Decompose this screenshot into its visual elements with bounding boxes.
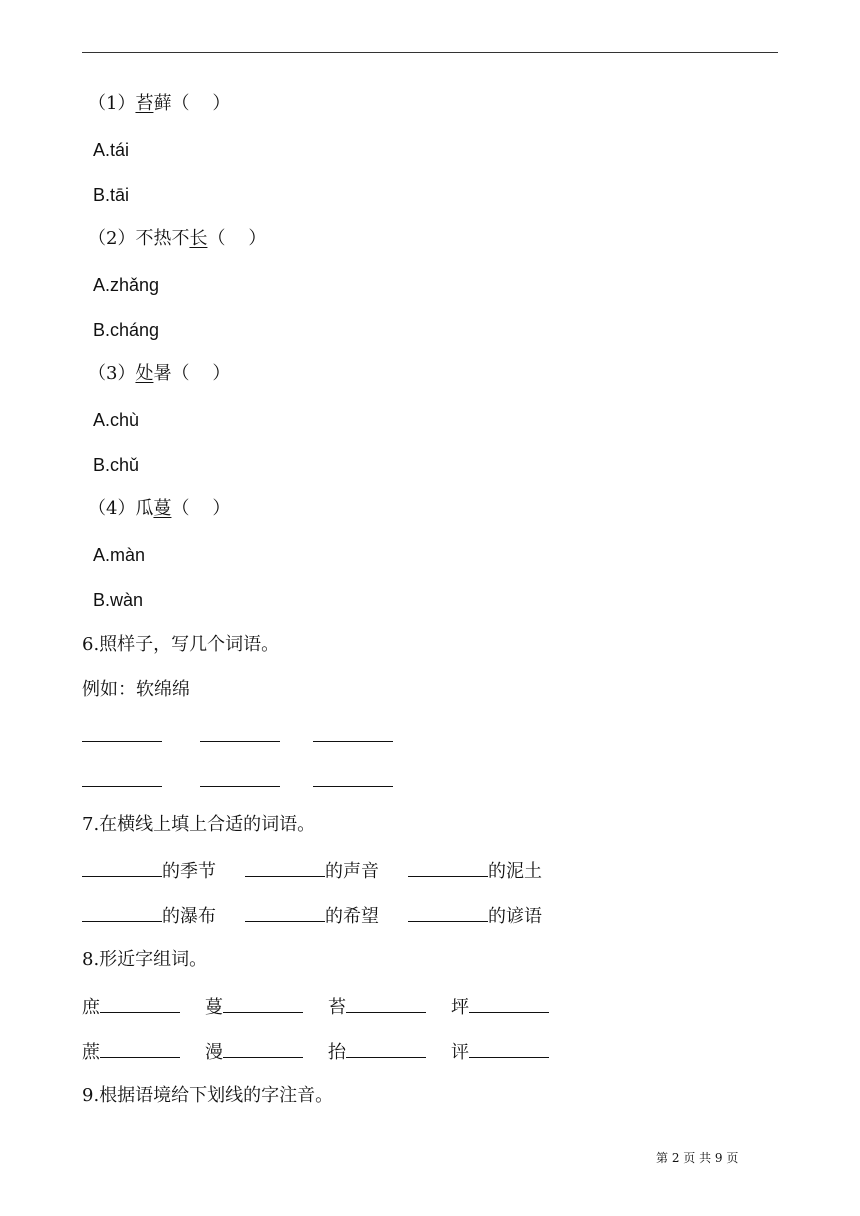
q5-item-1-option-a: A.tái (93, 140, 130, 160)
q8-title: 8.形近字组词。 (82, 949, 208, 970)
answer-blank[interactable] (100, 994, 180, 1013)
q8-row-2: 蔗 漫 抬 评 (82, 1039, 549, 1065)
q6-title: 6.照样子，写几个词语。 (82, 634, 280, 655)
q7-title: 7.在横线上填上合适的词语。 (82, 814, 316, 835)
q5-item-1-option-b: B.tāi (93, 185, 130, 205)
answer-blank[interactable] (245, 858, 325, 877)
answer-blank[interactable] (223, 1039, 303, 1058)
answer-blank[interactable] (245, 903, 325, 922)
q5-item-2: （2）不热不长（ ） (88, 228, 267, 249)
q5-item-1: （1）苔藓（ ） (88, 93, 231, 114)
answer-blank[interactable] (408, 903, 488, 922)
q5-item-2-option-a: A.zhǎng (93, 275, 160, 295)
answer-blank[interactable] (200, 723, 280, 742)
answer-blank[interactable] (82, 723, 162, 742)
answer-blank[interactable] (346, 994, 426, 1013)
q5-item-3-option-a: A.chù (93, 410, 140, 430)
q5-item-3: （3）处暑（ ） (88, 363, 231, 384)
answer-blank[interactable] (82, 903, 162, 922)
answer-blank[interactable] (82, 768, 162, 787)
answer-blank[interactable] (100, 1039, 180, 1058)
q5-item-2-option-b: B.cháng (93, 320, 160, 340)
q7-row-1: 的季节 的声音 的泥土 (82, 858, 542, 884)
answer-blank[interactable] (313, 723, 393, 742)
q7-row-2: 的瀑布 的希望 的谚语 (82, 903, 542, 929)
q5-item-4: （4）瓜蔓（ ） (88, 498, 231, 519)
answer-blank[interactable] (313, 768, 393, 787)
q5-item-4-option-a: A.màn (93, 545, 146, 565)
answer-blank[interactable] (469, 1039, 549, 1058)
answer-blank[interactable] (223, 994, 303, 1013)
answer-blank[interactable] (200, 768, 280, 787)
q9-title: 9.根据语境给下划线的字注音。 (82, 1085, 334, 1106)
page-footer: 第 2 页 共 9 页 (656, 1151, 739, 1165)
q6-example: 例如：软绵绵 (82, 679, 190, 700)
header-rule (82, 52, 778, 53)
answer-blank[interactable] (346, 1039, 426, 1058)
q6-blank-row-1 (82, 723, 393, 749)
q5-item-4-option-b: B.wàn (93, 590, 144, 610)
q6-blank-row-2 (82, 768, 393, 794)
answer-blank[interactable] (469, 994, 549, 1013)
q5-item-3-option-b: B.chǔ (93, 455, 140, 475)
q8-row-1: 庶 蔓 苔 坪 (82, 994, 549, 1020)
answer-blank[interactable] (82, 858, 162, 877)
answer-blank[interactable] (408, 858, 488, 877)
